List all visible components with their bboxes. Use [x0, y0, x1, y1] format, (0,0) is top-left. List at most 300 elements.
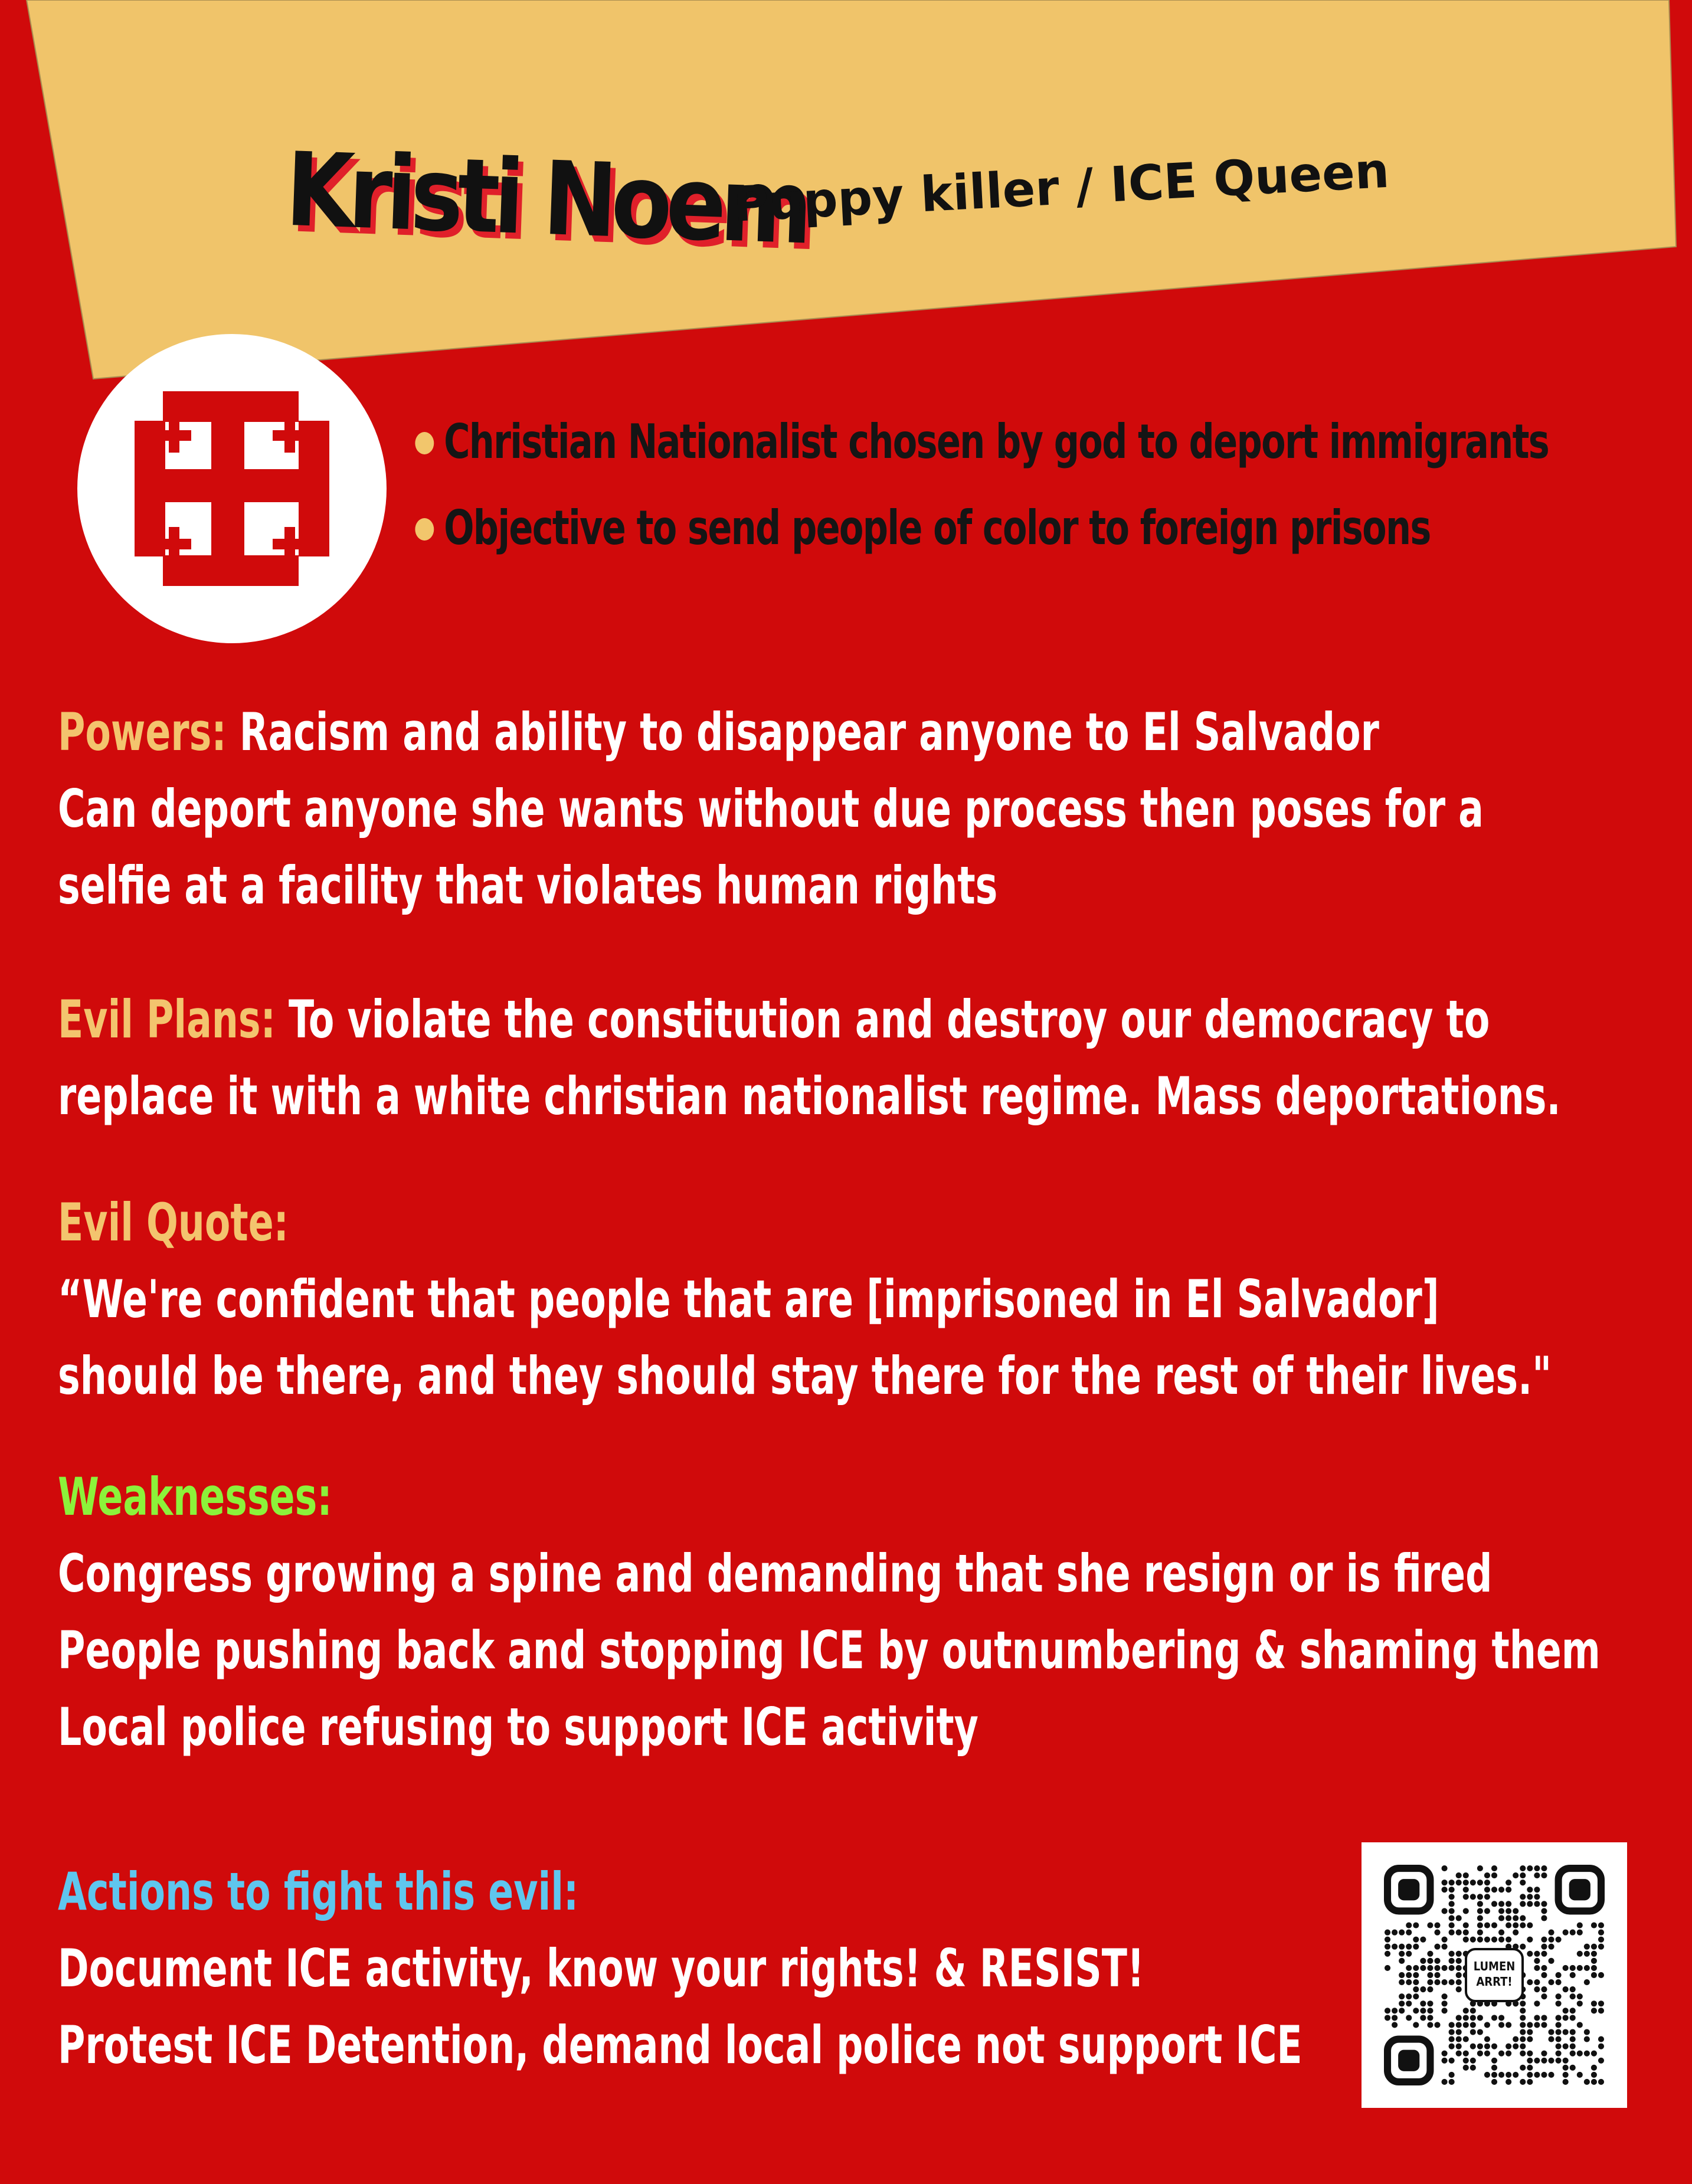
qr-dot: [1584, 2051, 1590, 2057]
qr-dot: [1484, 1922, 1490, 1928]
qr-dot: [1520, 2065, 1526, 2071]
qr-dot: [1520, 1901, 1526, 1907]
qr-dot: [1420, 1937, 1426, 1943]
qr-dot: [1434, 1979, 1440, 1985]
qr-dot: [1563, 1986, 1569, 1992]
qr-dot: [1456, 1951, 1462, 1957]
qr-dot: [1449, 1901, 1455, 1907]
qr-dot: [1541, 1937, 1547, 1943]
qr-dot: [1527, 1894, 1533, 1900]
qr-dot: [1556, 1937, 1562, 1943]
qr-dot: [1556, 2015, 1562, 2021]
qr-dot: [1598, 1944, 1604, 1950]
qr-dot: [1470, 2008, 1476, 2013]
qr-dot: [1470, 1894, 1476, 1900]
qr-dot: [1570, 1972, 1576, 1978]
qr-dot: [1392, 2008, 1398, 2013]
qr-dot: [1385, 1930, 1390, 1936]
qr-dot: [1506, 1922, 1511, 1928]
qr-dot: [1527, 1979, 1533, 1985]
qr-dot: [1570, 1993, 1576, 1999]
qr-dot: [1470, 1880, 1476, 1885]
qr-dot: [1441, 1993, 1447, 1999]
qr-dot: [1563, 2015, 1569, 2021]
qr-dot: [1563, 2044, 1569, 2049]
qr-dot: [1484, 1908, 1490, 1914]
character-name: Kristi Noem: [284, 131, 809, 267]
summary-bullets: [413, 406, 1692, 578]
qr-dot: [1584, 2079, 1590, 2085]
qr-dot: [1406, 1972, 1412, 1978]
qr-dot: [1520, 2029, 1526, 2035]
qr-dot: [1498, 2072, 1504, 2078]
qr-dot: [1463, 1930, 1469, 1936]
qr-dot: [1570, 2015, 1576, 2021]
qr-dot: [1513, 1872, 1518, 1878]
qr-dot: [1506, 1908, 1511, 1914]
qr-dot: [1541, 1915, 1547, 1921]
qr-dot: [1577, 2022, 1583, 2028]
qr-dot: [1498, 2051, 1504, 2057]
qr-dot: [1520, 1915, 1526, 1921]
qr-dot: [1449, 2022, 1455, 2028]
qr-dot: [1484, 2044, 1490, 2049]
qr-dot: [1513, 1922, 1518, 1928]
evil-plans-lead: To violate the constitution and destroy our democracy to: [288, 989, 1490, 1050]
qr-dot: [1491, 1922, 1497, 1928]
qr-dot: [1441, 2051, 1447, 2057]
qr-dot: [1570, 2036, 1576, 2042]
qr-dot: [1513, 2072, 1518, 2078]
qr-dot: [1456, 2029, 1462, 2035]
qr-dot: [1463, 1872, 1469, 1878]
qr-dot: [1491, 1937, 1497, 1943]
qr-dot: [1591, 1922, 1597, 1928]
qr-dot: [1427, 1922, 1433, 1928]
qr-dot: [1591, 2008, 1597, 2013]
qr-dot: [1470, 2022, 1476, 2028]
qr-dot: [1556, 2022, 1562, 2028]
qr-dot: [1534, 1965, 1540, 1971]
qr-dot: [1527, 1901, 1533, 1907]
qr-dot: [1534, 1894, 1540, 1900]
qr-dot: [1563, 2072, 1569, 2078]
qr-dot: [1591, 1944, 1597, 1950]
qr-dot: [1434, 1944, 1440, 1950]
qr-dot: [1491, 2058, 1497, 2064]
qr-dot: [1477, 1937, 1483, 1943]
qr-dot: [1527, 1937, 1533, 1943]
qr-dot: [1434, 1930, 1440, 1936]
qr-dot: [1441, 2058, 1447, 2064]
qr-dot: [1548, 2072, 1554, 2078]
qr-dot: [1591, 2072, 1597, 2078]
qr-dot: [1477, 1901, 1483, 1907]
qr-dot: [1449, 2036, 1455, 2042]
qr-dot: [1420, 2015, 1426, 2021]
qr-dot: [1484, 2022, 1490, 2028]
qr-dot: [1556, 2036, 1562, 2042]
qr-dot: [1577, 1922, 1583, 1928]
powers-line: selfie at a facility that violates human rights: [58, 855, 998, 916]
qr-dot: [1477, 1880, 1483, 1885]
qr-dot: [1477, 1894, 1483, 1900]
qr-dot: [1513, 2036, 1518, 2042]
qr-dot: [1413, 1965, 1419, 1971]
qr-dot: [1598, 1937, 1604, 1943]
bullet-item: [413, 492, 1549, 578]
qr-finder-center: [1569, 1879, 1590, 1900]
qr-dot: [1506, 2079, 1511, 2085]
qr-dot: [1392, 2015, 1398, 2021]
qr-dot: [1577, 1965, 1583, 1971]
qr-dot: [1477, 1865, 1483, 1871]
qr-dot: [1498, 1901, 1504, 1907]
qr-dot: [1463, 2051, 1469, 2057]
qr-dot: [1527, 1951, 1533, 1957]
qr-dot: [1399, 2000, 1405, 2006]
qr-dot: [1591, 1965, 1597, 1971]
qr-dot: [1548, 1930, 1554, 1936]
qr-dot: [1598, 2000, 1604, 2006]
qr-dot: [1506, 1937, 1511, 1943]
qr-dot: [1463, 2022, 1469, 2028]
qr-dot: [1463, 1908, 1469, 1914]
qr-finder-center: [1398, 2050, 1419, 2071]
qr-dot: [1434, 2022, 1440, 2028]
qr-dot: [1527, 2072, 1533, 2078]
qr-dot: [1591, 2000, 1597, 2006]
qr-dot: [1449, 2044, 1455, 2049]
qr-dot: [1541, 1986, 1547, 1992]
qr-dot: [1441, 1937, 1447, 1943]
qr-dot: [1477, 2015, 1483, 2021]
qr-dot: [1470, 2029, 1476, 2035]
qr-dot: [1449, 2079, 1455, 2085]
qr-dot: [1441, 2000, 1447, 2006]
qr-dot: [1527, 2079, 1533, 2085]
qr-dot: [1498, 1930, 1504, 1936]
qr-dot: [1563, 2065, 1569, 2071]
qr-dot: [1434, 1965, 1440, 1971]
qr-dot: [1449, 2029, 1455, 2035]
qr-dot: [1513, 1930, 1518, 1936]
evil-quote-line: “We're confident that people that are [imprisoned in El Salvador]: [58, 1269, 1439, 1330]
qr-dot: [1456, 2022, 1462, 2028]
qr-badge-line: ARRT!: [1476, 1975, 1513, 1989]
qr-dot: [1527, 2065, 1533, 2071]
actions-section: [58, 1854, 1302, 2084]
qr-dot: [1484, 1880, 1490, 1885]
qr-dot: [1598, 2008, 1604, 2013]
action-line: Document ICE activity, know your rights! & RESIST!: [58, 1938, 1144, 1999]
qr-dot: [1498, 1937, 1504, 1943]
qr-dot: [1413, 1937, 1419, 1943]
qr-dot: [1406, 1930, 1412, 1936]
qr-dot: [1456, 1915, 1462, 1921]
qr-dot: [1441, 1965, 1447, 1971]
qr-dot: [1506, 2022, 1511, 2028]
qr-dot: [1484, 2051, 1490, 2057]
qr-dot: [1577, 2072, 1583, 2078]
qr-dot: [1527, 2022, 1533, 2028]
qr-dot: [1477, 2044, 1483, 2049]
qr-dot: [1548, 2058, 1554, 2064]
qr-dot: [1456, 1880, 1462, 1885]
qr-dot: [1506, 2051, 1511, 2057]
qr-dot: [1456, 1979, 1462, 1985]
qr-dot: [1484, 2072, 1490, 2078]
qr-dot: [1406, 1922, 1412, 1928]
weakness-line: People pushing back and stopping ICE by outnumbering & shaming them: [58, 1620, 1601, 1681]
qr-dot: [1470, 2044, 1476, 2049]
powers-section: [58, 694, 1484, 924]
qr-dot: [1420, 1958, 1426, 1964]
qr-dot: [1399, 1951, 1405, 1957]
qr-dot: [1470, 2015, 1476, 2021]
qr-dot: [1427, 2008, 1433, 2013]
character-subtitle: Puppy killer / ICE Queen: [732, 142, 1391, 233]
bullet-item: [413, 406, 1549, 492]
qr-dot: [1385, 2008, 1390, 2013]
qr-dot: [1598, 1922, 1604, 1928]
qr-dot: [1527, 2029, 1533, 2035]
qr-dot: [1385, 1965, 1390, 1971]
qr-dot: [1527, 2058, 1533, 2064]
qr-dot: [1541, 1865, 1547, 1871]
qr-dot: [1534, 1979, 1540, 1985]
jerusalem-cross-icon: [76, 332, 388, 645]
qr-dot: [1413, 2008, 1419, 2013]
qr-dot: [1427, 2015, 1433, 2021]
weakness-line: Congress growing a spine and demanding that she resign or is fired: [58, 1543, 1493, 1604]
qr-dot: [1520, 1880, 1526, 1885]
qr-dot: [1541, 2072, 1547, 2078]
actions-label: Actions to fight this evil:: [58, 1861, 579, 1922]
qr-dot: [1534, 1865, 1540, 1871]
qr-dot: [1548, 1944, 1554, 1950]
qr-dot: [1541, 1972, 1547, 1978]
qr-dot: [1584, 2036, 1590, 2042]
qr-dot: [1520, 1872, 1526, 1878]
qr-dot: [1449, 1880, 1455, 1885]
qr-dot: [1548, 1979, 1554, 1985]
qr-dot: [1463, 1937, 1469, 1943]
qr-dot: [1399, 1958, 1405, 1964]
qr-dot: [1527, 2036, 1533, 2042]
qr-dot: [1392, 2022, 1398, 2028]
qr-dot: [1441, 1944, 1447, 1950]
qr-dot: [1527, 2051, 1533, 2057]
qr-dot: [1449, 1965, 1455, 1971]
powers-lead: Racism and ability to disappear anyone to El Salvador: [239, 702, 1379, 762]
qr-dot: [1484, 1937, 1490, 1943]
qr-dot: [1541, 1993, 1547, 1999]
qr-dot: [1491, 2072, 1497, 2078]
qr-dot: [1570, 1965, 1576, 1971]
qr-dot: [1463, 2036, 1469, 2042]
qr-dot: [1577, 2051, 1583, 2057]
qr-dot: [1463, 1922, 1469, 1928]
qr-dot: [1556, 2029, 1562, 2035]
qr-dot: [1385, 1937, 1390, 1943]
qr-badge: [1465, 1948, 1524, 2002]
qr-dot: [1570, 2051, 1576, 2057]
qr-dot: [1427, 1986, 1433, 1992]
qr-dot: [1548, 1958, 1554, 1964]
qr-dot: [1441, 2008, 1447, 2013]
qr-dot: [1556, 1979, 1562, 1985]
qr-dot: [1484, 1887, 1490, 1892]
qr-dot: [1449, 1894, 1455, 1900]
qr-dot: [1548, 1937, 1554, 1943]
qr-dot: [1456, 1930, 1462, 1936]
qr-dot: [1584, 1979, 1590, 1985]
qr-dot: [1498, 1887, 1504, 1892]
qr-dot: [1534, 1986, 1540, 1992]
qr-dot: [1534, 2000, 1540, 2006]
qr-dot: [1591, 2079, 1597, 2085]
qr-dot: [1470, 1937, 1476, 1943]
qr-dot: [1399, 1930, 1405, 1936]
qr-dot: [1534, 2072, 1540, 2078]
qr-dot: [1399, 1944, 1405, 1950]
qr-dot: [1498, 2022, 1504, 2028]
evil-plans-section: [58, 981, 1561, 1135]
qr-dot: [1413, 1979, 1419, 1985]
qr-dot: [1520, 2008, 1526, 2013]
qr-dot: [1556, 1972, 1562, 1978]
bullet-text: Christian Nationalist chosen by god to deport immigrants: [444, 414, 1549, 469]
qr-dot: [1456, 2036, 1462, 2042]
evil-plans-line: replace it with a white christian nationalist regime. Mass deportations.: [58, 1066, 1561, 1127]
qr-dot: [1527, 1865, 1533, 1871]
qr-dot: [1513, 1908, 1518, 1914]
qr-dot: [1548, 2036, 1554, 2042]
qr-dot: [1434, 1958, 1440, 1964]
qr-dot: [1570, 1930, 1576, 1936]
qr-dot: [1563, 1930, 1569, 1936]
qr-dot: [1541, 2058, 1547, 2064]
weaknesses-label: Weaknesses:: [58, 1466, 332, 1527]
bullet-text: Objective to send people of color to foreign prisons: [444, 500, 1431, 555]
qr-dot: [1463, 2058, 1469, 2064]
qr-finder-center: [1398, 1879, 1419, 1900]
qr-dot: [1491, 1901, 1497, 1907]
qr-dot: [1534, 2058, 1540, 2064]
qr-dot: [1520, 1894, 1526, 1900]
qr-dot: [1498, 2015, 1504, 2021]
qr-dot: [1520, 2015, 1526, 2021]
evil-quote-section: [58, 1184, 1552, 1414]
bullet-dot: [415, 518, 434, 541]
qr-dot: [1406, 1965, 1412, 1971]
qr-dot: [1441, 1979, 1447, 1985]
qr-dot: [1591, 1951, 1597, 1957]
qr-dot: [1520, 1865, 1526, 1871]
qr-dot: [1392, 1944, 1398, 1950]
qr-dot: [1498, 1908, 1504, 1914]
qr-dot: [1541, 1872, 1547, 1878]
qr-dot: [1406, 1951, 1412, 1957]
qr-dot: [1477, 1908, 1483, 1914]
qr-dot: [1406, 1979, 1412, 1985]
qr-dot: [1449, 1908, 1455, 1914]
qr-dot: [1506, 1901, 1511, 1907]
qr-dot: [1420, 2000, 1426, 2006]
qr-dot: [1506, 2072, 1511, 2078]
qr-dot: [1491, 2015, 1497, 2021]
qr-dot: [1427, 1951, 1433, 1957]
qr-dot: [1520, 2051, 1526, 2057]
weaknesses-section: [58, 1459, 1601, 1766]
qr-dot: [1477, 2051, 1483, 2057]
qr-dot: [1463, 2008, 1469, 2013]
powers-line: [58, 694, 1484, 771]
qr-dot: [1520, 1922, 1526, 1928]
qr-dot: [1598, 1972, 1604, 1978]
qr-dot: [1406, 2015, 1412, 2021]
qr-code[interactable]: [1362, 1842, 1627, 2108]
qr-dot: [1441, 1880, 1447, 1885]
qr-dot: [1441, 2079, 1447, 2085]
qr-dot: [1541, 1965, 1547, 1971]
qr-dot: [1441, 1865, 1447, 1871]
qr-dot: [1506, 1915, 1511, 1921]
qr-dot: [1520, 2044, 1526, 2049]
qr-dot: [1556, 2058, 1562, 2064]
qr-dot: [1449, 1915, 1455, 1921]
qr-badge-line: LUMEN: [1473, 1959, 1516, 1973]
qr-dot: [1399, 1993, 1405, 1999]
qr-dot: [1577, 1993, 1583, 1999]
qr-dot: [1406, 2000, 1412, 2006]
qr-dot: [1556, 1993, 1562, 1999]
qr-dot: [1477, 2029, 1483, 2035]
qr-dot: [1385, 1951, 1390, 1957]
qr-dot: [1484, 1872, 1490, 1878]
qr-dot: [1598, 1930, 1604, 1936]
qr-dot: [1534, 1901, 1540, 1907]
qr-dot: [1449, 1979, 1455, 1985]
qr-dot: [1570, 1986, 1576, 1992]
qr-dot: [1449, 1887, 1455, 1892]
qr-dot: [1527, 1922, 1533, 1928]
qr-dot: [1570, 2008, 1576, 2013]
qr-dot: [1491, 1887, 1497, 1892]
qr-dot: [1541, 1908, 1547, 1914]
qr-dot: [1484, 1894, 1490, 1900]
qr-dot: [1477, 1922, 1483, 1928]
qr-dot: [1427, 1979, 1433, 1985]
qr-dot: [1541, 1944, 1547, 1950]
qr-dot: [1456, 1958, 1462, 1964]
evil-plans-line: [58, 981, 1561, 1058]
qr-dot: [1484, 2036, 1490, 2042]
qr-dot: [1541, 2051, 1547, 2057]
qr-dot: [1491, 2044, 1497, 2049]
powers-label: Powers:: [58, 702, 227, 762]
qr-dot: [1556, 2051, 1562, 2057]
qr-dot: [1413, 1986, 1419, 1992]
qr-dot: [1534, 1951, 1540, 1957]
qr-dot: [1498, 1915, 1504, 1921]
qr-dot: [1413, 2022, 1419, 2028]
qr-dot: [1534, 1958, 1540, 1964]
qr-dot: [1463, 1887, 1469, 1892]
qr-dot: [1534, 2015, 1540, 2021]
qr-dot: [1456, 2051, 1462, 2057]
